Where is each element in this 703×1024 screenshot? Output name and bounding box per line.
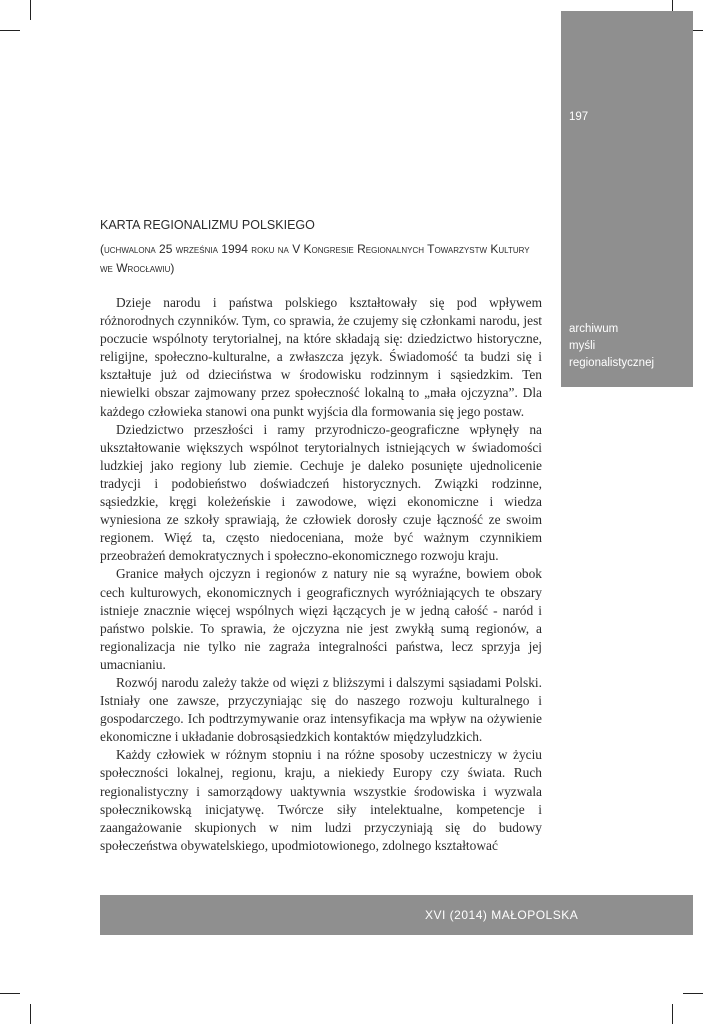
footer-text: XVI (2014) MAŁOPOLSKA — [425, 908, 579, 922]
body-text — [100, 294, 542, 855]
crop-mark — [683, 993, 703, 994]
crop-mark — [0, 30, 20, 31]
footer-bar — [100, 895, 693, 935]
paragraph: Każdy człowiek w różnym stopniu i na różne sposoby uczestniczy w życiu społeczności lokalnej, regionu, kraju, a niekiedy Europy czy świata. Ruch regionalistyczny i samorządowy uaktywnia wszystkie środowiska i wyzwala społecznikowską inicjatywę. Twórcze siły intelektualne, kompetencje i zaangażowanie skupionych w nim ludzi przyczyniają się do budowy społeczeństwa obywatelskiego, upodmiotowionego, zdolnego kształtować — [100, 747, 542, 853]
paragraph: Granice małych ojczyzn i regionów z natury nie są wyraźne, bowiem obok cech kulturowych, ekonomicznych i geograficznych wyróżniających te obszary istnieje znacznie więcej wspólnych więzi łączących je w jedną całość - naród i państwo polskie. To sprawia, że ojczyzna nie jest zwykłą sumą regionów, a regionalizacja nie tylko nie zagraża integralności państwa, lecz sprzyja jej umacnianiu. — [100, 566, 542, 672]
paragraph: Dziedzictwo przeszłości i ramy przyrodniczo-geograficzne wpłynęły na ukształtowanie większych wspólnot terytorialnych istniejących w świadomości ludzkiej jako regiony lub ziemie. Cechuje je daleko posunięte ujednolicenie tradycji i podobieństwo doświadczeń historycznych. Związki rodzinne, sąsiedzkie, kręgi koleżeńskie i zawodowe, więzi ekonomiczne i wiedza wyniesiona ze szkoły sprawiają, że człowiek dorosły czuje łączność ze swoim regionem. Więź ta, często niedoceniana, może być ważnym czynnikiem przeobrażeń demokratycznych i społeczno-ekonomicznego rozwoju kraju. — [100, 421, 542, 564]
crop-mark — [30, 0, 31, 20]
document-title: KARTA REGIONALIZMU POLSKIEGO — [100, 218, 315, 232]
section-label-line: regionalistycznej — [569, 357, 655, 369]
page-number: 197 — [569, 111, 589, 123]
section-label-line: myśli — [569, 340, 596, 352]
crop-mark — [0, 993, 20, 994]
paragraph: Dzieje narodu i państwa polskiego kształtowały się pod wpływem różnorodnych czynników. Tym, co sprawia, że czujemy się członkami narodu, jest poczucie wspólnoty terytorialnej, na które składają się: dziedzictwo historyczne, religijne, społeczno-kulturalne, a zwłaszcza język. Świadomość ta budzi się i kształtuje już od dzieciństwa w środowisku rodzinnym i sąsiedzkim. Ten niewielki obszar zajmowany przez społeczność lokalną to „mała ojczyzna”. Dla każdego człowieka stanowi ona punkt wyjścia dla formowania się jego postaw. — [100, 295, 542, 419]
document-subtitle: (uchwalona 25 września 1994 roku na V Kongresie Regionalnych Towarzystw Kultury we Wrocławiu) — [100, 242, 530, 275]
paragraph: Rozwój narodu zależy także od więzi z bliższymi i dalszymi sąsiadami Polski. Istniały one zawsze, przyczyniając się do naszego rozwoju kulturalnego i gospodarczego. Ich podtrzymywanie oraz intensyfikacja ma wpływ na ożywienie ekonomiczne i układanie dobrosąsiedzkich kontaktów międzyludzkich. — [100, 674, 542, 745]
crop-mark — [30, 1004, 31, 1024]
section-label-line: archiwum — [569, 323, 619, 335]
section-label — [569, 321, 654, 372]
crop-mark — [672, 1004, 673, 1024]
